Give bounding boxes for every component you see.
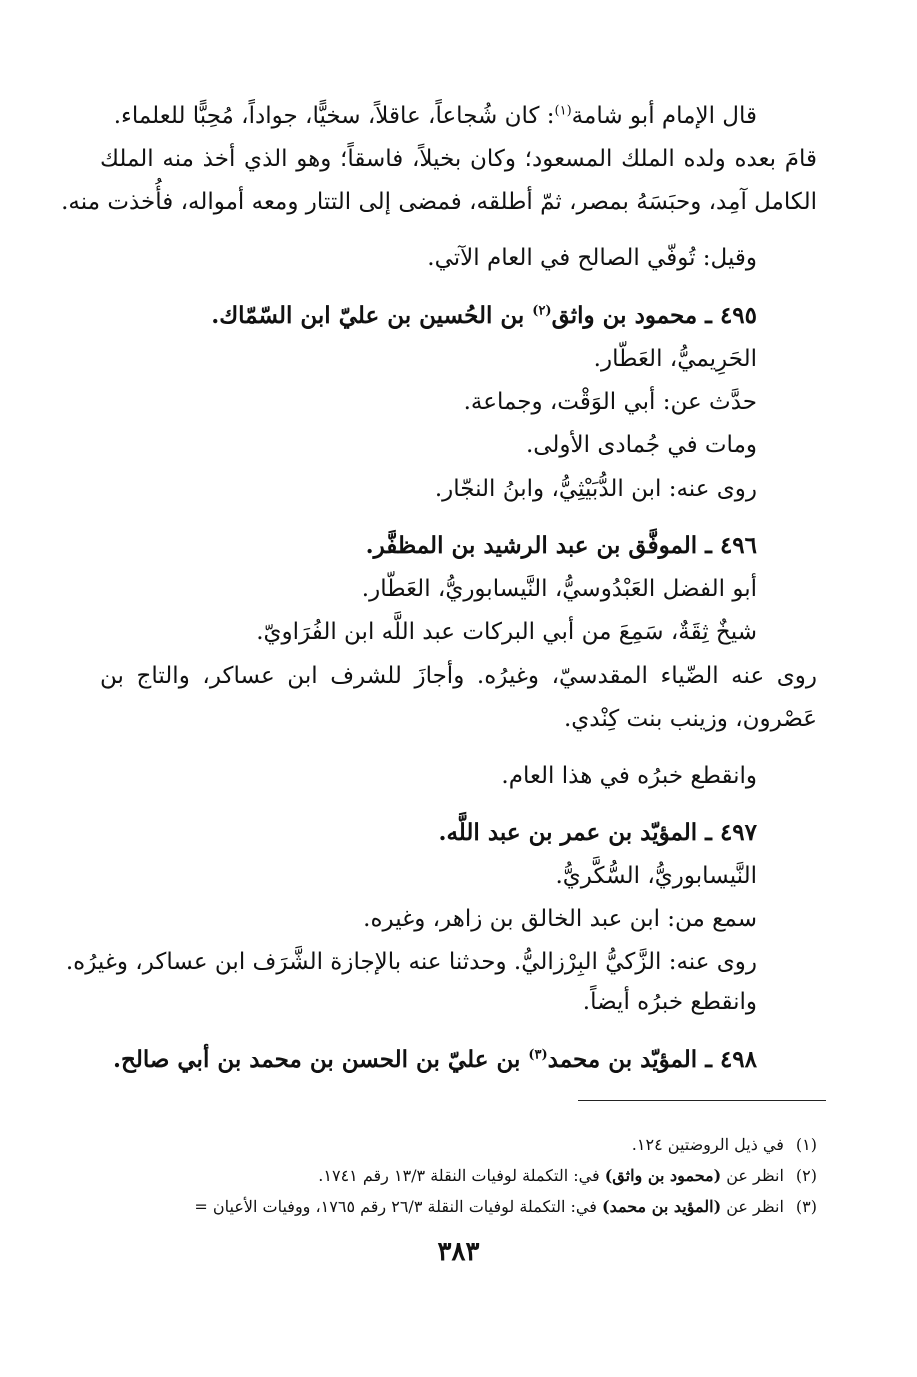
footnote-number: (٢) [795,1166,817,1185]
text-line: وانقطع خبرُه أيضاً. [582,989,757,1015]
text-line: وقيل: تُوفّي الصالح في العام الآتي. [427,245,757,271]
footnote-ref: (١) [554,103,572,119]
page-number: ٣٨٣ [437,1237,480,1267]
text-line: سمع من: ابن عبد الخالق بن زاهر، وغيره. [363,906,757,932]
text-line: الكامل آمِد، وحبَسَهُ بمصر، ثمّ أطلقه، فمضى إلى التتار ومعه أمواله، فأُخذت منه. [61,189,817,215]
text-line: الحَرِيميُّ، العَطّار. [593,346,757,372]
footnote-3: (٣)انظر عن (المؤيد بن محمد) في: التكملة لوفيات النقلة ٢٦/٣ رقم ١٧٦٥، ووفيات الأعيان = [194,1197,817,1216]
footnote-ref: (٢) [532,303,552,319]
text-line: حدَّث عن: أبي الوَقْت، وجماعة. [463,389,757,415]
text-line: وانقطع خبرُه في هذا العام. [501,763,757,789]
entry-heading-495: ٤٩٥ ـ محمود بن واثق$^{(٢)}$ بن الحُسين بن عليّ ابن السّمّاك. [211,302,757,329]
entry-heading-496: ٤٩٦ ـ الموفَّق بن عبد الرشيد بن المظفَّر. [365,532,757,559]
text-line: روى عنه الضّياء المقدسيّ، وغيرُه. وأجازَ للشرف ابن عساكر، والتاج بن [100,663,817,689]
text-line: أبو الفضل العَبْدُوسيُّ، النَّيسابوريُّ، العَطّار. [361,576,757,602]
text-line: روى عنه: ابن الدُّبَيْثِيُّ، وابنُ النجّار. [434,476,757,502]
text-line: قامَ بعده ولده الملك المسعود؛ وكان بخيلاً، فاسقاً؛ وهو الذي أخذ منه الملك [100,146,817,172]
text-line: عَصْرون، وزينب بنت كِنْدي. [563,706,817,732]
entry-heading-498: ٤٩٨ ـ المؤيّد بن محمد$^{(٣)}$ بن عليّ بن الحسن بن محمد بن أبي صالح. [112,1046,757,1073]
text-line: ومات في جُمادى الأولى. [525,432,757,458]
text-line: شيخٌ ثِقَةٌ، سَمِعَ من أبي البركات عبد اللَّه ابن الفُرَاويّ. [256,619,757,645]
entry-heading-497: ٤٩٧ ـ المؤيّد بن عمر بن عبد اللَّه. [438,819,757,846]
text-line: روى عنه: الزَّكيُّ البِرْزاليُّ. وحدثنا عنه بالإجازة الشَّرَف ابن عساكر، وغيرُه. [65,949,757,975]
text-line: النَّيسابوريُّ، السُّكَّريُّ. [555,863,757,889]
footnote-1: (١)في ذيل الروضتين ١٢٤. [631,1135,817,1154]
footnote-ref: (٣) [528,1047,548,1063]
footnote-number: (٣) [795,1197,817,1216]
footnote-number: (١) [795,1135,817,1154]
text-line: قال الإمام أبو شامة$^{(١)}$: كان شُجاعاً، عاقلاً، سخيًّا، جواداً، مُحِبًّا للعلماء. [113,103,757,129]
footnote-divider [578,1100,826,1101]
footnote-2: (٢)انظر عن (محمود بن واثق) في: التكملة لوفيات النقلة ١٣/٣ رقم ١٧٤١. [318,1166,817,1185]
